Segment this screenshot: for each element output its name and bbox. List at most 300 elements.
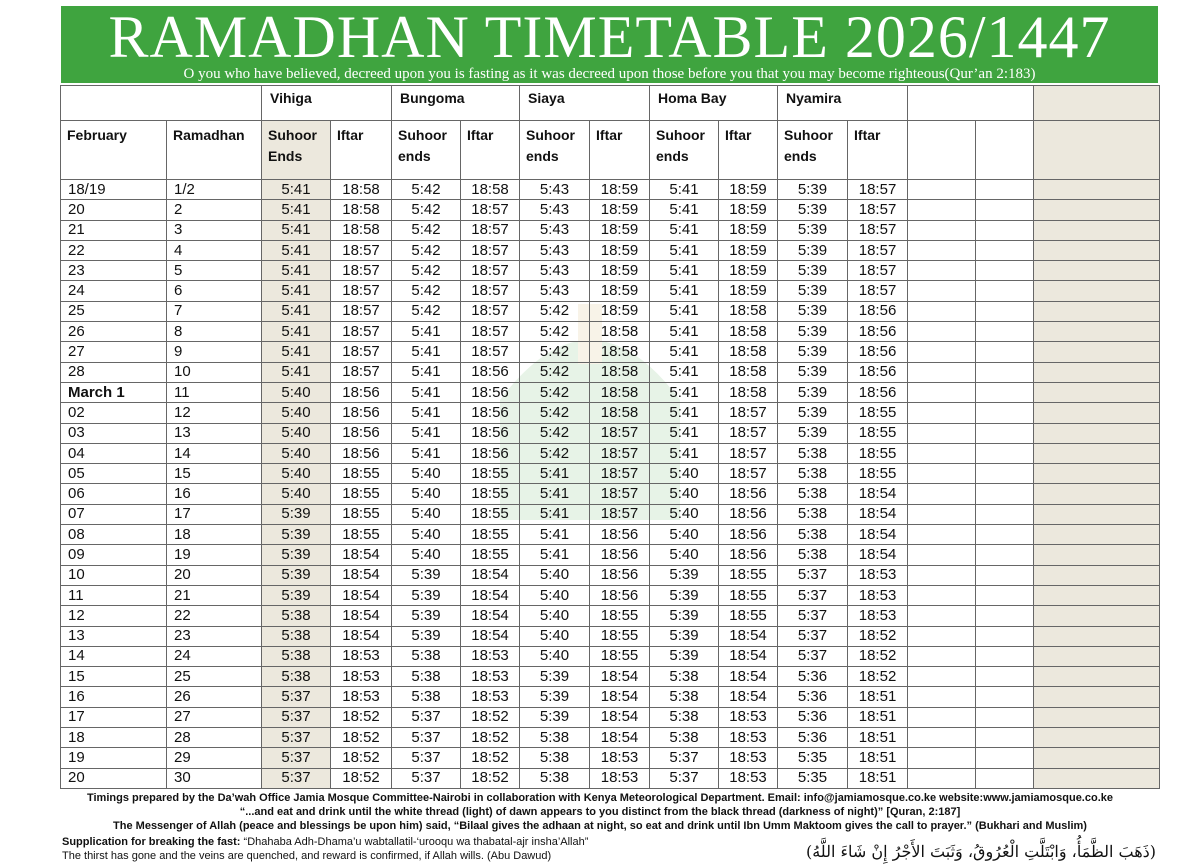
iftar-time-cell: 18:54	[848, 525, 908, 545]
suhoor-time-cell: 5:42	[392, 180, 461, 200]
ramadhan-day-cell: 30	[167, 768, 262, 788]
ramadhan-day-cell: 11	[167, 382, 262, 402]
empty-cell	[908, 484, 976, 504]
iftar-time-cell: 18:57	[719, 464, 778, 484]
suhoor-time-cell: 5:36	[778, 687, 848, 707]
iftar-time-cell: 18:53	[848, 606, 908, 626]
iftar-time-cell: 18:54	[590, 728, 650, 748]
suhoor-time-cell: 5:41	[650, 362, 719, 382]
suhoor-time-cell: 5:41	[392, 342, 461, 362]
date-cell: 08	[61, 525, 167, 545]
suhoor-time-cell: 5:35	[778, 748, 848, 768]
empty-cell	[976, 180, 1034, 200]
city-homa-bay: Homa Bay	[650, 86, 778, 121]
empty-cell	[1034, 180, 1160, 200]
suhoor-time-cell: 5:39	[392, 606, 461, 626]
date-cell: 22	[61, 240, 167, 260]
suhoor-time-cell: 5:41	[520, 525, 590, 545]
suhoor-time-cell: 5:40	[650, 504, 719, 524]
iftar-time-cell: 18:55	[590, 646, 650, 666]
suhoor-time-cell: 5:41	[650, 342, 719, 362]
date-cell: 27	[61, 342, 167, 362]
empty-cell	[908, 728, 976, 748]
iftar-time-cell: 18:53	[590, 748, 650, 768]
empty-cell	[1034, 707, 1160, 727]
suhoor-time-cell: 5:38	[262, 667, 331, 687]
iftar-time-cell: 18:56	[331, 403, 392, 423]
suhoor-time-cell: 5:40	[262, 382, 331, 402]
suhoor-time-cell: 5:39	[392, 565, 461, 585]
footer-hadith: The Messenger of Allah (peace and blessings be upon him) said, “Bilaal gives the adhaan at night, so eat and drink until Ibn Umm Maktoom gives the call to prayer.” (Bukhari and Muslim)	[113, 820, 1087, 832]
suhoor-time-cell: 5:38	[778, 525, 848, 545]
suhoor-time-cell: 5:42	[392, 261, 461, 281]
date-cell: 06	[61, 484, 167, 504]
iftar-time-cell: 18:51	[848, 748, 908, 768]
iftar-time-cell: 18:58	[590, 342, 650, 362]
iftar-time-cell: 18:56	[590, 565, 650, 585]
iftar-time-cell: 18:57	[719, 403, 778, 423]
empty-cell	[908, 220, 976, 240]
empty-cell	[1034, 261, 1160, 281]
iftar-time-cell: 18:59	[590, 281, 650, 301]
empty-cell	[908, 322, 976, 342]
suhoor-time-cell: 5:43	[520, 240, 590, 260]
ramadhan-day-cell: 21	[167, 585, 262, 605]
table-row	[61, 382, 1160, 402]
suhoor-time-cell: 5:41	[262, 180, 331, 200]
empty-cell	[1034, 687, 1160, 707]
iftar-time-cell: 18:54	[331, 585, 392, 605]
empty-cell	[1034, 565, 1160, 585]
iftar-time-cell: 18:54	[461, 626, 520, 646]
iftar-time-cell: 18:57	[461, 261, 520, 281]
iftar-time-cell: 18:58	[590, 322, 650, 342]
empty-cell	[908, 545, 976, 565]
suhoor-time-cell: 5:41	[650, 240, 719, 260]
iftar-time-cell: 18:52	[331, 768, 392, 788]
date-cell: 19	[61, 748, 167, 768]
iftar-time-cell: 18:51	[848, 687, 908, 707]
footer-credits: Timings prepared by the Da’wah Office Jamia Mosque Committee-Nairobi in collaboration with Kenya Meteorological Department. Email: info@jamiamosque.co.ke website:www.jamiamosque.co.ke	[86, 792, 1113, 804]
iftar-time-cell: 18:57	[461, 301, 520, 321]
iftar-time-cell: 18:55	[331, 525, 392, 545]
suhoor-time-cell: 5:43	[520, 200, 590, 220]
iftar-time-cell: 18:56	[461, 362, 520, 382]
suhoor-time-cell: 5:40	[392, 464, 461, 484]
suhoor-time-cell: 5:38	[392, 646, 461, 666]
empty-cell	[976, 423, 1034, 443]
ramadhan-day-cell: 4	[167, 240, 262, 260]
date-cell: 12	[61, 606, 167, 626]
iftar-time-cell: 18:52	[461, 748, 520, 768]
iftar-time-cell: 18:54	[719, 667, 778, 687]
suhoor-time-cell: 5:38	[778, 484, 848, 504]
col-suhoor: Suhoor ends	[650, 121, 719, 180]
empty-cell	[908, 301, 976, 321]
iftar-time-cell: 18:57	[461, 240, 520, 260]
empty-cell	[1034, 322, 1160, 342]
date-cell: 28	[61, 362, 167, 382]
iftar-time-cell: 18:57	[848, 240, 908, 260]
iftar-time-cell: 18:51	[848, 707, 908, 727]
suhoor-time-cell: 5:43	[520, 281, 590, 301]
iftar-time-cell: 18:59	[719, 240, 778, 260]
empty-cell	[1034, 382, 1160, 402]
table-row	[61, 728, 1160, 748]
suhoor-time-cell: 5:37	[778, 585, 848, 605]
iftar-time-cell: 18:56	[331, 423, 392, 443]
iftar-time-cell: 18:52	[331, 707, 392, 727]
iftar-time-cell: 18:57	[848, 220, 908, 240]
iftar-time-cell: 18:57	[590, 504, 650, 524]
empty-cell	[1034, 606, 1160, 626]
date-cell: 02	[61, 403, 167, 423]
iftar-time-cell: 18:56	[719, 484, 778, 504]
empty-cell	[976, 200, 1034, 220]
col-suhoor: Suhoor Ends	[262, 121, 331, 180]
iftar-time-cell: 18:56	[848, 342, 908, 362]
col-iftar: Iftar	[848, 121, 908, 180]
suhoor-time-cell: 5:38	[262, 606, 331, 626]
city-header-row	[61, 86, 1160, 121]
suhoor-time-cell: 5:42	[520, 322, 590, 342]
iftar-time-cell: 18:58	[590, 362, 650, 382]
suhoor-time-cell: 5:41	[392, 362, 461, 382]
suhoor-time-cell: 5:40	[650, 525, 719, 545]
table-row	[61, 464, 1160, 484]
empty-cell	[1034, 220, 1160, 240]
empty-cell	[976, 606, 1034, 626]
iftar-time-cell: 18:53	[461, 646, 520, 666]
iftar-time-cell: 18:57	[331, 322, 392, 342]
suhoor-time-cell: 5:43	[520, 261, 590, 281]
suhoor-time-cell: 5:41	[650, 200, 719, 220]
empty-cell	[976, 322, 1034, 342]
date-cell: 14	[61, 646, 167, 666]
table-row	[61, 281, 1160, 301]
suhoor-time-cell: 5:37	[392, 728, 461, 748]
suhoor-time-cell: 5:40	[520, 646, 590, 666]
iftar-time-cell: 18:55	[331, 464, 392, 484]
empty-cell	[1034, 626, 1160, 646]
suhoor-time-cell: 5:41	[650, 261, 719, 281]
iftar-time-cell: 18:52	[848, 646, 908, 666]
suhoor-time-cell: 5:37	[778, 626, 848, 646]
iftar-time-cell: 18:55	[848, 464, 908, 484]
suhoor-time-cell: 5:38	[778, 545, 848, 565]
iftar-time-cell: 18:55	[331, 504, 392, 524]
suhoor-time-cell: 5:37	[262, 687, 331, 707]
iftar-time-cell: 18:59	[719, 220, 778, 240]
table-row	[61, 301, 1160, 321]
iftar-time-cell: 18:53	[331, 667, 392, 687]
iftar-time-cell: 18:57	[590, 464, 650, 484]
iftar-time-cell: 18:53	[719, 707, 778, 727]
suhoor-time-cell: 5:36	[778, 728, 848, 748]
date-cell: 11	[61, 585, 167, 605]
empty-cell	[908, 180, 976, 200]
iftar-time-cell: 18:54	[461, 606, 520, 626]
date-cell: 18/19	[61, 180, 167, 200]
suhoor-time-cell: 5:39	[392, 585, 461, 605]
empty-cell	[908, 646, 976, 666]
table-row	[61, 240, 1160, 260]
empty-cell	[976, 687, 1034, 707]
suhoor-time-cell: 5:37	[392, 707, 461, 727]
suhoor-time-cell: 5:37	[778, 565, 848, 585]
empty-cell	[1034, 646, 1160, 666]
suhoor-time-cell: 5:38	[392, 667, 461, 687]
iftar-time-cell: 18:54	[848, 545, 908, 565]
col-february: February	[61, 121, 167, 180]
ramadhan-day-cell: 27	[167, 707, 262, 727]
ramadhan-day-cell: 25	[167, 667, 262, 687]
date-cell: March 1	[61, 382, 167, 402]
suhoor-time-cell: 5:39	[650, 646, 719, 666]
empty-cell	[908, 565, 976, 585]
supplication-translation: The thirst has gone and the veins are quenched, and reward is confirmed, if Allah wills. (Abu Dawud)	[62, 850, 552, 862]
empty-cell	[908, 240, 976, 260]
empty-cell	[1034, 423, 1160, 443]
suhoor-time-cell: 5:40	[520, 565, 590, 585]
suhoor-time-cell: 5:42	[392, 200, 461, 220]
iftar-time-cell: 18:57	[848, 200, 908, 220]
ramadhan-day-cell: 20	[167, 565, 262, 585]
suhoor-time-cell: 5:39	[262, 525, 331, 545]
suhoor-time-cell: 5:38	[262, 626, 331, 646]
iftar-time-cell: 18:58	[331, 180, 392, 200]
table-row	[61, 484, 1160, 504]
empty-cell	[976, 261, 1034, 281]
suhoor-time-cell: 5:39	[262, 504, 331, 524]
empty-cell	[1034, 768, 1160, 788]
ramadhan-day-cell: 16	[167, 484, 262, 504]
supplication-text: “Dhahaba Adh-Dhama’u wabtallatil-‘urooqu wa thabatal-ajr insha’Allah”	[240, 836, 589, 848]
table-row	[61, 525, 1160, 545]
table-row	[61, 200, 1160, 220]
iftar-time-cell: 18:58	[461, 180, 520, 200]
suhoor-time-cell: 5:41	[520, 464, 590, 484]
date-cell: 09	[61, 545, 167, 565]
arabic-supplication: (ذَهَبَ الظَّمَأُ، وَابْتَلَّتِ الْعُرُوقُ، وَثَبَتَ الأَجْرُ إِنْ شَاءَ اللَّهُ)	[805, 842, 1156, 861]
suhoor-time-cell: 5:41	[392, 423, 461, 443]
iftar-time-cell: 18:54	[590, 667, 650, 687]
empty-cell	[976, 362, 1034, 382]
empty-cell	[908, 403, 976, 423]
col-suhoor: Suhoor ends	[520, 121, 590, 180]
iftar-time-cell: 18:52	[461, 728, 520, 748]
empty-cell	[1034, 545, 1160, 565]
date-cell: 25	[61, 301, 167, 321]
table-row	[61, 626, 1160, 646]
suhoor-time-cell: 5:40	[262, 464, 331, 484]
ramadhan-day-cell: 24	[167, 646, 262, 666]
suhoor-time-cell: 5:41	[392, 322, 461, 342]
suhoor-time-cell: 5:42	[520, 342, 590, 362]
suhoor-time-cell: 5:37	[262, 748, 331, 768]
iftar-time-cell: 18:57	[331, 281, 392, 301]
col-iftar: Iftar	[461, 121, 520, 180]
suhoor-time-cell: 5:41	[262, 261, 331, 281]
ramadhan-day-cell: 15	[167, 464, 262, 484]
suhoor-time-cell: 5:38	[520, 748, 590, 768]
footer-quran-verse: “...and eat and drink until the white thread (light) of dawn appears to you distinct from the black thread (darkness of night)” [Quran, 2:187]	[239, 806, 961, 818]
suhoor-time-cell: 5:42	[392, 220, 461, 240]
city-bungoma: Bungoma	[392, 86, 520, 121]
suhoor-time-cell: 5:41	[262, 240, 331, 260]
suhoor-time-cell: 5:36	[778, 667, 848, 687]
date-cell: 07	[61, 504, 167, 524]
empty-cell	[908, 423, 976, 443]
table-row	[61, 687, 1160, 707]
iftar-time-cell: 18:56	[590, 525, 650, 545]
empty-cell	[908, 707, 976, 727]
table-row	[61, 180, 1160, 200]
iftar-time-cell: 18:53	[331, 646, 392, 666]
ramadhan-day-cell: 17	[167, 504, 262, 524]
empty-cell	[976, 768, 1034, 788]
empty-cell	[1034, 484, 1160, 504]
suhoor-time-cell: 5:39	[778, 342, 848, 362]
suhoor-time-cell: 5:39	[650, 585, 719, 605]
iftar-time-cell: 18:54	[461, 565, 520, 585]
suhoor-time-cell: 5:36	[778, 707, 848, 727]
iftar-time-cell: 18:51	[848, 768, 908, 788]
table-row	[61, 504, 1160, 524]
suhoor-time-cell: 5:39	[778, 281, 848, 301]
suhoor-time-cell: 5:39	[650, 626, 719, 646]
empty-cell	[976, 403, 1034, 423]
suhoor-time-cell: 5:37	[392, 768, 461, 788]
iftar-time-cell: 18:54	[848, 504, 908, 524]
suhoor-time-cell: 5:40	[392, 525, 461, 545]
iftar-time-cell: 18:56	[719, 525, 778, 545]
suhoor-time-cell: 5:35	[778, 768, 848, 788]
empty-cell	[1034, 403, 1160, 423]
iftar-time-cell: 18:53	[848, 585, 908, 605]
suhoor-time-cell: 5:38	[262, 646, 331, 666]
iftar-time-cell: 18:59	[590, 301, 650, 321]
iftar-time-cell: 18:54	[461, 585, 520, 605]
city-vihiga: Vihiga	[262, 86, 392, 121]
supplication-label: Supplication for breaking the fast:	[62, 836, 241, 848]
suhoor-time-cell: 5:39	[650, 565, 719, 585]
title-banner	[61, 6, 1158, 83]
iftar-time-cell: 18:58	[719, 322, 778, 342]
suhoor-time-cell: 5:40	[262, 443, 331, 463]
city-siaya: Siaya	[520, 86, 650, 121]
suhoor-time-cell: 5:42	[392, 301, 461, 321]
empty-cell	[908, 525, 976, 545]
date-cell: 05	[61, 464, 167, 484]
ramadhan-day-cell: 7	[167, 301, 262, 321]
date-cell: 04	[61, 443, 167, 463]
iftar-time-cell: 18:57	[461, 342, 520, 362]
suhoor-time-cell: 5:39	[778, 200, 848, 220]
empty-cell	[976, 281, 1034, 301]
empty-cell	[908, 261, 976, 281]
table-row	[61, 646, 1160, 666]
suhoor-time-cell: 5:40	[392, 504, 461, 524]
suhoor-time-cell: 5:38	[778, 464, 848, 484]
suhoor-time-cell: 5:41	[650, 423, 719, 443]
empty-cell	[908, 200, 976, 220]
date-cell: 20	[61, 768, 167, 788]
ramadhan-day-cell: 12	[167, 403, 262, 423]
suhoor-time-cell: 5:43	[520, 220, 590, 240]
suhoor-time-cell: 5:41	[262, 281, 331, 301]
iftar-time-cell: 18:53	[719, 748, 778, 768]
ramadhan-day-cell: 6	[167, 281, 262, 301]
iftar-time-cell: 18:59	[590, 180, 650, 200]
empty-cell	[976, 525, 1034, 545]
empty-cell	[976, 301, 1034, 321]
ramadhan-day-cell: 26	[167, 687, 262, 707]
table-row	[61, 748, 1160, 768]
iftar-time-cell: 18:57	[331, 301, 392, 321]
empty-cell	[908, 443, 976, 463]
empty-cell	[976, 565, 1034, 585]
empty-cell	[976, 342, 1034, 362]
suhoor-time-cell: 5:39	[778, 261, 848, 281]
empty-cell	[976, 667, 1034, 687]
iftar-time-cell: 18:52	[848, 667, 908, 687]
empty-cell	[976, 728, 1034, 748]
empty-cell	[908, 748, 976, 768]
suhoor-time-cell: 5:41	[650, 443, 719, 463]
iftar-time-cell: 18:56	[590, 545, 650, 565]
iftar-time-cell: 18:55	[461, 504, 520, 524]
suhoor-time-cell: 5:42	[520, 382, 590, 402]
iftar-time-cell: 18:58	[719, 342, 778, 362]
iftar-time-cell: 18:57	[331, 362, 392, 382]
suhoor-time-cell: 5:41	[262, 220, 331, 240]
suhoor-time-cell: 5:38	[520, 768, 590, 788]
suhoor-time-cell: 5:38	[650, 707, 719, 727]
iftar-time-cell: 18:55	[461, 525, 520, 545]
iftar-time-cell: 18:54	[331, 545, 392, 565]
col-iftar: Iftar	[590, 121, 650, 180]
iftar-time-cell: 18:56	[848, 322, 908, 342]
empty-cell	[1034, 240, 1160, 260]
ramadhan-day-cell: 28	[167, 728, 262, 748]
date-cell: 13	[61, 626, 167, 646]
suhoor-time-cell: 5:41	[392, 403, 461, 423]
iftar-time-cell: 18:55	[590, 626, 650, 646]
iftar-time-cell: 18:53	[590, 768, 650, 788]
empty-cell	[1034, 362, 1160, 382]
empty-cell	[1034, 748, 1160, 768]
empty-cell	[1034, 342, 1160, 362]
column-header-row	[61, 121, 1160, 180]
empty-cell	[976, 464, 1034, 484]
iftar-time-cell: 18:53	[719, 728, 778, 748]
suhoor-time-cell: 5:38	[650, 728, 719, 748]
suhoor-time-cell: 5:40	[520, 626, 590, 646]
table-row	[61, 403, 1160, 423]
ramadhan-day-cell: 9	[167, 342, 262, 362]
iftar-time-cell: 18:57	[461, 281, 520, 301]
table-row	[61, 342, 1160, 362]
suhoor-time-cell: 5:39	[778, 423, 848, 443]
ramadhan-day-cell: 14	[167, 443, 262, 463]
supplication-line	[62, 836, 588, 849]
empty-cell	[976, 484, 1034, 504]
iftar-time-cell: 18:59	[590, 261, 650, 281]
table-row	[61, 545, 1160, 565]
empty-cell	[908, 667, 976, 687]
date-cell: 15	[61, 667, 167, 687]
